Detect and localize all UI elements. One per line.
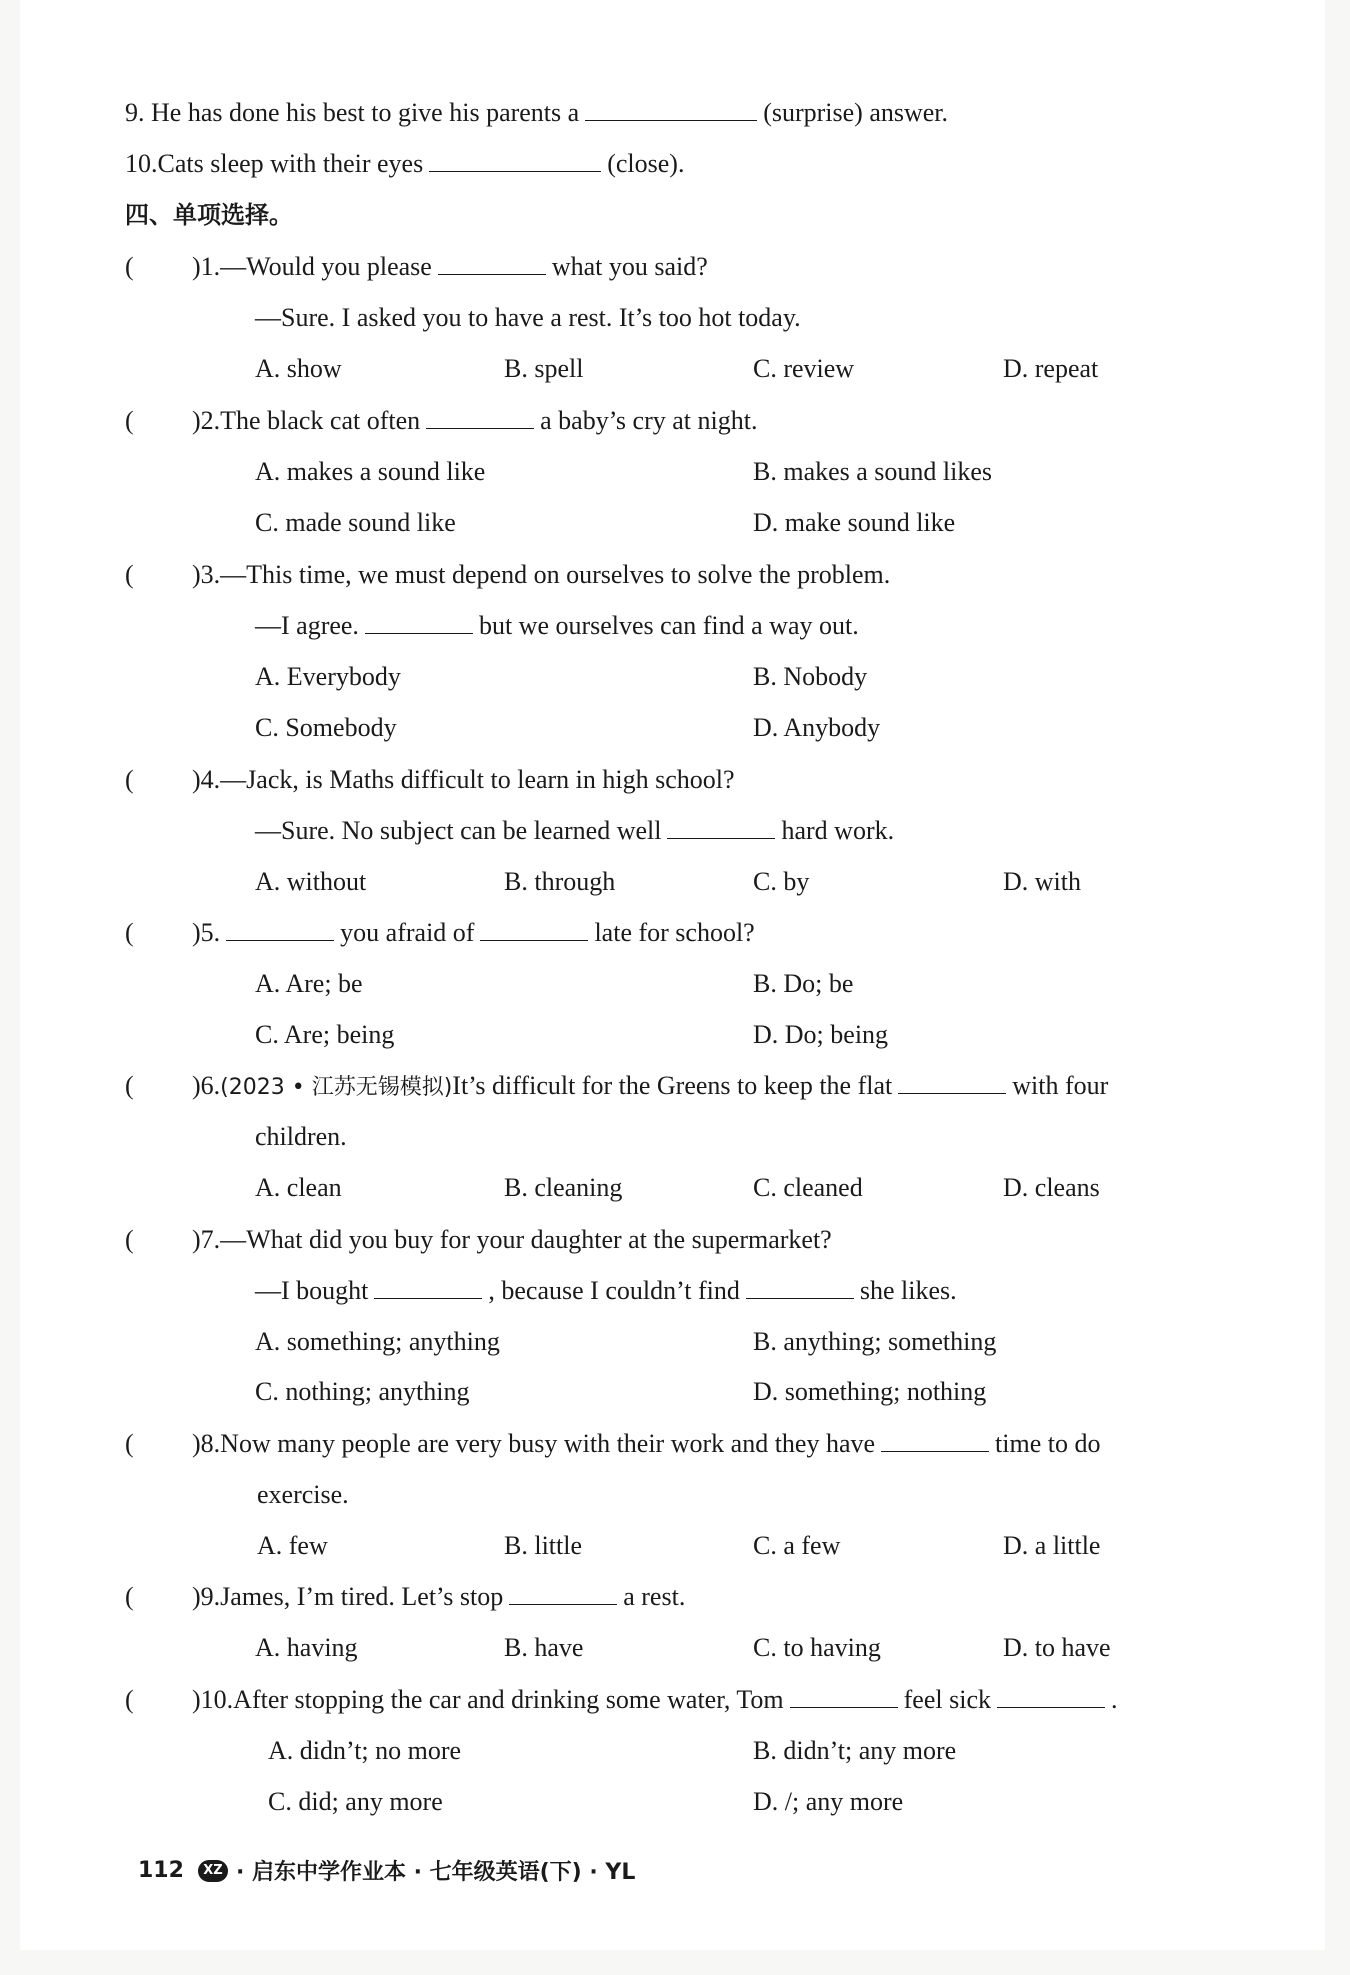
answer-paren[interactable]: ( <box>125 1582 134 1611</box>
answer-paren[interactable]: ( <box>125 765 134 794</box>
option-b[interactable]: B. didn’t; any more <box>753 1736 957 1765</box>
option-b[interactable]: B. Do; be <box>753 969 854 998</box>
fill-in-item-9: 9. He has done his best to give his parents a (surprise) answer. <box>125 98 949 127</box>
answer-blank <box>426 404 534 429</box>
option-d[interactable]: D. Anybody <box>753 713 881 742</box>
option-a[interactable]: A. didn’t; no more <box>268 1736 462 1765</box>
option-c[interactable]: C. to having <box>753 1633 881 1662</box>
question-stem: )9.James, I’m tired. Let’s stop a rest. <box>192 1582 686 1611</box>
option-b[interactable]: B. little <box>504 1531 582 1560</box>
answer-blank[interactable] <box>429 147 601 172</box>
book-title: · 启东中学作业本 · 七年级英语(下) · YL <box>235 1860 636 1885</box>
option-a[interactable]: A. few <box>257 1531 328 1560</box>
answer-paren[interactable]: ( <box>125 1429 134 1458</box>
answer-paren[interactable]: ( <box>125 918 134 947</box>
option-c[interactable]: C. a few <box>753 1531 841 1560</box>
option-d[interactable]: D. to have <box>1003 1633 1111 1662</box>
answer-blank <box>997 1683 1105 1708</box>
option-d[interactable]: D. cleans <box>1003 1173 1100 1202</box>
option-b[interactable]: B. anything; something <box>753 1327 997 1356</box>
option-c[interactable]: C. Are; being <box>255 1020 395 1049</box>
option-b[interactable]: B. makes a sound likes <box>753 457 993 486</box>
fill-in-item-10: 10.Cats sleep with their eyes (close). <box>125 149 685 178</box>
question-line: —Sure. No subject can be learned well hard work. <box>255 816 895 845</box>
answer-blank <box>746 1274 854 1299</box>
option-a[interactable]: A. something; anything <box>255 1327 500 1356</box>
question-stem: )8.Now many people are very busy with their work and they have time to do <box>192 1429 1101 1458</box>
option-a[interactable]: A. show <box>255 354 342 383</box>
answer-blank <box>365 609 473 634</box>
publisher-badge-icon: XZ <box>198 1860 228 1882</box>
option-c[interactable]: C. by <box>753 867 810 896</box>
question-line: —I bought , because I couldn’t find she likes. <box>255 1276 957 1305</box>
option-b[interactable]: B. have <box>504 1633 584 1662</box>
question-stem: )1.—Would you please what you said? <box>192 252 708 281</box>
question-stem: )2.The black cat often a baby’s cry at night. <box>192 406 758 435</box>
question-stem: )6.(2023 • 江苏无锡模拟)It’s difficult for the Greens to keep the flat with four <box>192 1071 1109 1100</box>
answer-blank <box>667 814 775 839</box>
option-d[interactable]: D. with <box>1003 867 1081 896</box>
question-stem: )4.—Jack, is Maths difficult to learn in high school? <box>192 765 735 794</box>
answer-blank <box>226 916 334 941</box>
option-a[interactable]: A. having <box>255 1633 358 1662</box>
option-b[interactable]: B. cleaning <box>504 1173 623 1202</box>
answer-blank <box>509 1580 617 1605</box>
option-a[interactable]: A. makes a sound like <box>255 457 486 486</box>
answer-blank <box>790 1683 898 1708</box>
option-b[interactable]: B. Nobody <box>753 662 868 691</box>
option-a[interactable]: A. without <box>255 867 367 896</box>
worksheet <box>20 0 1325 1950</box>
option-c[interactable]: C. Somebody <box>255 713 397 742</box>
option-c[interactable]: C. did; any more <box>268 1787 443 1816</box>
answer-blank <box>881 1427 989 1452</box>
option-b[interactable]: B. spell <box>504 354 584 383</box>
option-d[interactable]: D. /; any more <box>753 1787 904 1816</box>
answer-blank <box>898 1069 1006 1094</box>
option-d[interactable]: D. something; nothing <box>753 1377 987 1406</box>
option-c[interactable]: C. review <box>753 354 855 383</box>
page-number: 112 <box>138 1858 184 1883</box>
option-a[interactable]: A. Are; be <box>255 969 363 998</box>
answer-blank <box>438 250 546 275</box>
question-stem: )7.—What did you buy for your daughter at the supermarket? <box>192 1225 832 1254</box>
option-c[interactable]: C. cleaned <box>753 1173 863 1202</box>
option-b[interactable]: B. through <box>504 867 616 896</box>
answer-paren[interactable]: ( <box>125 1225 134 1254</box>
answer-blank <box>374 1274 482 1299</box>
answer-blank <box>480 916 588 941</box>
page-footer <box>138 1855 635 1886</box>
option-c[interactable]: C. nothing; anything <box>255 1377 470 1406</box>
question-stem: )10.After stopping the car and drinking some water, Tom feel sick . <box>192 1685 1118 1714</box>
option-d[interactable]: D. make sound like <box>753 508 956 537</box>
question-line: —Sure. I asked you to have a rest. It’s too hot today. <box>255 303 801 332</box>
option-d[interactable]: D. a little <box>1003 1531 1101 1560</box>
option-d[interactable]: D. Do; being <box>753 1020 889 1049</box>
question-stem: )3.—This time, we must depend on ourselves to solve the problem. <box>192 560 891 589</box>
answer-paren[interactable]: ( <box>125 560 134 589</box>
answer-paren[interactable]: ( <box>125 1071 134 1100</box>
answer-paren[interactable]: ( <box>125 252 134 281</box>
option-a[interactable]: A. clean <box>255 1173 342 1202</box>
question-line: exercise. <box>257 1480 349 1509</box>
source-tag: (2023 • 江苏无锡模拟) <box>220 1075 453 1100</box>
option-c[interactable]: C. made sound like <box>255 508 456 537</box>
answer-paren[interactable]: ( <box>125 1685 134 1714</box>
question-line: —I agree. but we ourselves can find a way out. <box>255 611 859 640</box>
question-line: children. <box>255 1122 347 1151</box>
answer-paren[interactable]: ( <box>125 406 134 435</box>
option-d[interactable]: D. repeat <box>1003 354 1099 383</box>
answer-blank[interactable] <box>585 96 757 121</box>
question-stem: )5. you afraid of late for school? <box>192 918 755 947</box>
option-a[interactable]: A. Everybody <box>255 662 401 691</box>
section-heading: 四、单项选择。 <box>125 201 293 229</box>
